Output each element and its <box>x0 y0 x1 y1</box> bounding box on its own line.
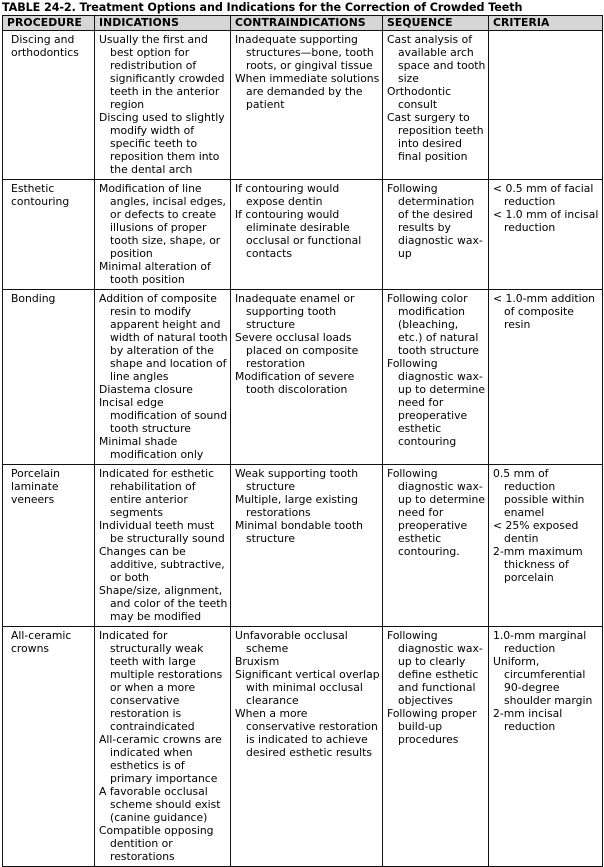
table-row <box>3 627 603 867</box>
header-indications: INDICATIONS <box>95 16 231 31</box>
cell-list-item: 1.0-mm marginal reduction <box>493 629 587 655</box>
cell-list-item: Modification of severe tooth discoloration <box>235 370 355 396</box>
criteria-cell <box>489 465 603 627</box>
procedure-name-line: contouring <box>11 195 70 208</box>
sequence-cell <box>383 290 489 465</box>
contraindications-cell <box>231 627 383 867</box>
cell-list-item: Unfavorable occlusal scheme <box>235 629 348 655</box>
procedure-cell <box>3 465 95 627</box>
cell-list-item: Inadequate enamel or supporting tooth structure <box>235 292 355 331</box>
indications-cell <box>95 180 231 290</box>
cell-list-item: Minimal bondable tooth structure <box>235 519 363 545</box>
cell-list-item: < 0.5 mm of facial reduction <box>493 182 594 208</box>
procedure-name-line: Porcelain <box>11 467 60 480</box>
cell-list-item: Compatible opposing dentition or restorations <box>99 824 214 863</box>
table-row <box>3 31 603 180</box>
cell-list-item: Significant vertical overlap with minimal occlusal clearance <box>235 668 380 707</box>
criteria-cell <box>489 180 603 290</box>
cell-list-item: Usually the first and best option for redistribution of significantly crowded teeth in the anterior region <box>99 33 225 111</box>
criteria-cell <box>489 31 603 180</box>
cell-list-item: All-ceramic crowns are indicated when esthetics is of primary importance <box>99 733 222 785</box>
treatment-options-table <box>2 15 603 867</box>
cell-list-item: Indicated for esthetic rehabilitation of entire anterior segments <box>99 467 215 519</box>
cell-list-item: Following diagnostic wax-up to clearly define esthetic and functional objectives <box>387 629 483 707</box>
cell-list-item: Multiple, large existing restorations <box>235 493 358 519</box>
procedure-name-line: Discing and <box>11 33 75 46</box>
cell-list-item: When immediate solutions are demanded by the patient <box>235 72 380 111</box>
cell-list-item: Bruxism <box>235 655 280 668</box>
cell-list-item: 0.5 mm of reduction possible within enamel <box>493 467 585 519</box>
cell-list-item: If contouring would eliminate desirable occlusal or functional contacts <box>235 208 362 260</box>
procedure-name-line: crowns <box>11 642 50 655</box>
cell-list-item: Addition of composite resin to modify apparent height and width of natural tooth by alteration of the shape and location of line angles <box>99 292 228 383</box>
cell-list-item: 2-mm incisal reduction <box>493 707 563 733</box>
cell-list-item: 2-mm maximum thickness of porcelain <box>493 545 583 584</box>
cell-list-item: Following proper build-up procedures <box>387 707 477 746</box>
header-criteria: CRITERIA <box>489 16 603 31</box>
indications-cell <box>95 31 231 180</box>
header-procedure: PROCEDURE <box>3 16 95 31</box>
cell-list-item: Orthodontic consult <box>387 85 452 111</box>
cell-list-item: < 1.0-mm addition of composite resin <box>493 292 596 331</box>
cell-list-item: Minimal alteration of tooth position <box>99 260 211 286</box>
table-row <box>3 465 603 627</box>
table-header-row <box>3 16 603 31</box>
cell-list-item: Individual teeth must be structurally sound <box>99 519 225 545</box>
sequence-cell <box>383 31 489 180</box>
cell-list-item: Cast surgery to reposition teeth into desired final position <box>387 111 484 163</box>
procedure-name-line: laminate <box>11 480 59 493</box>
procedure-name-line: Bonding <box>11 292 56 305</box>
procedure-cell <box>3 180 95 290</box>
procedure-cell <box>3 290 95 465</box>
table-body <box>3 31 603 867</box>
procedure-cell <box>3 31 95 180</box>
procedure-name-line: Esthetic <box>11 182 55 195</box>
cell-list-item: Changes can be additive, subtractive, or both <box>99 545 225 584</box>
sequence-cell <box>383 465 489 627</box>
header-contraindications: CONTRAINDICATIONS <box>231 16 383 31</box>
cell-list-item: If contouring would expose dentin <box>235 182 340 208</box>
cell-list-item: Following diagnostic wax-up to determine need for preoperative esthetic contouring <box>387 357 486 448</box>
cell-list-item: Shape/size, alignment, and color of the teeth may be modified <box>99 584 228 623</box>
cell-list-item: Discing used to slightly modify width of specific teeth to reposition them into the dental arch <box>99 111 225 176</box>
cell-list-item: Modification of line angles, incisal edges, or defects to create illusions of proper tooth size, shape, or position <box>99 182 226 260</box>
cell-list-item: When a more conservative restoration is indicated to achieve desired esthetic results <box>235 707 378 759</box>
cell-list-item: < 25% exposed dentin <box>493 519 579 545</box>
contraindications-cell <box>231 31 383 180</box>
table-caption: TABLE 24-2. Treatment Options and Indications for the Correction of Crowded Teeth <box>2 1 523 14</box>
cell-list-item: Uniform, circumferential 90-degree shoulder margin <box>493 655 593 707</box>
cell-list-item: Minimal shade modification only <box>99 435 204 461</box>
cell-list-item: Inadequate supporting structures—bone, tooth roots, or gingival tissue <box>235 33 374 72</box>
sequence-cell <box>383 627 489 867</box>
cell-list-item: Following color modification (bleaching, etc.) of natural tooth structure <box>387 292 479 357</box>
cell-list-item: Indicated for structurally weak teeth with large multiple restorations or when a more conservative restoration is contraindicated <box>99 629 223 733</box>
cell-list-item: Cast analysis of available arch space and tooth size <box>387 33 486 85</box>
cell-list-item: Severe occlusal loads placed on composite restoration <box>235 331 359 370</box>
cell-list-item: Incisal edge modification of sound tooth structure <box>99 396 228 435</box>
table-row <box>3 180 603 290</box>
indications-cell <box>95 290 231 465</box>
cell-list-item: A favorable occlusal scheme should exist (canine guidance) <box>99 785 221 824</box>
cell-list-item: Following diagnostic wax-up to determine need for preoperative esthetic contouring. <box>387 467 486 558</box>
procedure-name-line: orthodontics <box>11 46 79 59</box>
cell-list-item: Diastema closure <box>99 383 193 396</box>
header-sequence: SEQUENCE <box>383 16 489 31</box>
procedure-name-line: veneers <box>11 493 55 506</box>
table-row <box>3 290 603 465</box>
sequence-cell <box>383 180 489 290</box>
indications-cell <box>95 627 231 867</box>
cell-list-item: Following determination of the desired results by diagnostic wax-up <box>387 182 483 260</box>
cell-list-item: Weak supporting tooth structure <box>235 467 359 493</box>
cell-list-item: < 1.0 mm of incisal reduction <box>493 208 599 234</box>
indications-cell <box>95 465 231 627</box>
criteria-cell <box>489 290 603 465</box>
procedure-cell <box>3 627 95 867</box>
procedure-name-line: All-ceramic <box>11 629 72 642</box>
contraindications-cell <box>231 465 383 627</box>
criteria-cell <box>489 627 603 867</box>
contraindications-cell <box>231 290 383 465</box>
contraindications-cell <box>231 180 383 290</box>
